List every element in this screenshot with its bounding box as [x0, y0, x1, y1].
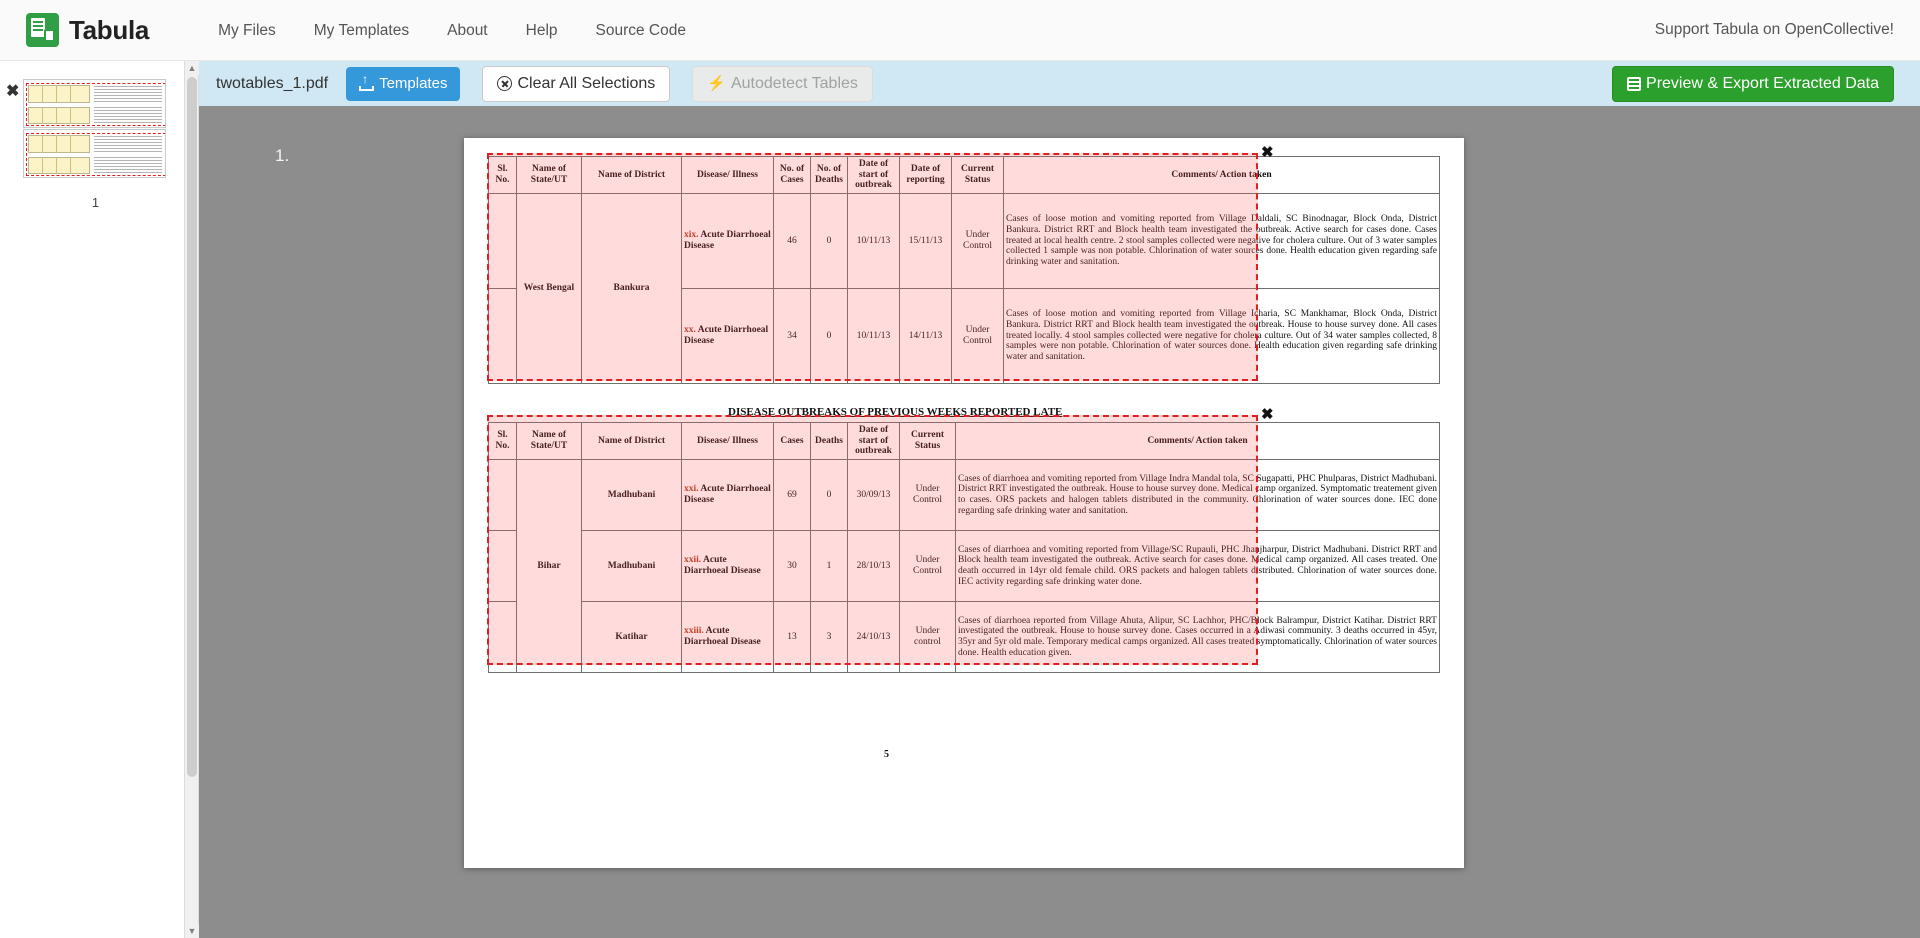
cell-comments: Cases of diarrhoea and vomiting reported from Village/SC Rupauli, PHC Jhanjharpur, District Madhubani. District RRT and Block health team investigated the outbreak. Active search for cases done. Medical camp organized. All cases treated. One death occurred in 14yr old female child. ORS packets and halogen tablets distributed. Chlorination of water sources done. IEC activity regarding safe drinking water done.	[956, 530, 1440, 601]
cell-start-date: 24/10/13	[848, 601, 900, 672]
document-toolbar	[199, 61, 1920, 106]
disease-name: Acute Diarrhoeal Disease	[684, 484, 771, 505]
th-district: Name of District	[582, 423, 682, 460]
cell-district: Madhubani	[582, 459, 682, 530]
scroll-up-icon[interactable]: ▲	[185, 61, 199, 75]
cell-comments: Cases of loose motion and vomiting reported from Village Icharia, SC Mankhamar, Block Onda, District Bankura. District RRT and Block health team investigated the outbreak. House to house survey done. All cases treated locally. 4 stool samples collected were negative for cholera culture. Out of 34 water samples collected, 8 samples were non potable. Chlorination of water sources done. Health education given regarding safe drinking water and sanitation.	[1004, 288, 1440, 383]
autodetect-button-label: Autodetect Tables	[730, 74, 858, 92]
top-navbar	[0, 0, 1920, 61]
cell-deaths: 0	[811, 459, 848, 530]
file-name-label: twotables_1.pdf	[216, 74, 329, 92]
th-deaths: Deaths	[811, 423, 848, 460]
clear-icon	[497, 76, 512, 91]
pdf-page[interactable]	[464, 138, 1464, 868]
nav-link-about[interactable]: About	[447, 21, 488, 39]
cell-deaths: 0	[811, 288, 848, 383]
cell-deaths: 1	[811, 530, 848, 601]
nav-link-source-code[interactable]: Source Code	[595, 21, 686, 39]
selection-2-close-icon[interactable]: ✖	[1261, 406, 1274, 423]
th-disease: Disease/ Illness	[682, 157, 774, 194]
th-district: Name of District	[582, 157, 682, 194]
page-footer-number: 5	[884, 749, 889, 760]
table-selection-2[interactable]	[487, 415, 1258, 665]
clear-button-label: Clear All Selections	[517, 74, 656, 92]
th-cases: Cases	[774, 423, 811, 460]
th-cases: No. of Cases	[774, 157, 811, 194]
th-start-date: Date of start of outbreak	[848, 157, 900, 194]
preview-export-button[interactable]	[1612, 66, 1894, 102]
th-start-date: Date of start of outbreak	[848, 423, 900, 460]
cell-report-date: 15/11/13	[900, 193, 952, 288]
table-selection-1[interactable]	[487, 153, 1258, 381]
bolt-icon: ⚡	[707, 75, 726, 92]
cell-status: Under control	[900, 601, 956, 672]
brand-name: Tabula	[69, 14, 150, 45]
cell-report-date: 14/11/13	[900, 288, 952, 383]
cell-district: Madhubani	[582, 530, 682, 601]
page-thumbnail-sidebar	[0, 61, 199, 938]
disease-name: Acute Diarrhoeal Disease	[684, 230, 771, 251]
page-thumbnail-top[interactable]	[23, 79, 166, 128]
cell-deaths: 3	[811, 601, 848, 672]
table-export-icon	[1627, 77, 1641, 91]
pdf-viewer[interactable]	[199, 106, 1920, 938]
cell-cases: 69	[774, 459, 811, 530]
clear-all-selections-button[interactable]	[482, 66, 670, 102]
scrollbar-thumb[interactable]	[187, 77, 197, 777]
th-sl-no: Sl. No.	[489, 423, 517, 460]
cell-status: Under Control	[900, 530, 956, 601]
cell-district: Bankura	[582, 193, 682, 383]
th-deaths: No. of Deaths	[811, 157, 848, 194]
cell-start-date: 10/11/13	[848, 288, 900, 383]
roman-index: xxiii.	[684, 626, 704, 637]
th-status: Current Status	[900, 423, 956, 460]
nav-link-my-files[interactable]: My Files	[218, 21, 276, 39]
scroll-down-icon[interactable]: ▼	[185, 924, 199, 938]
cell-comments: Cases of diarrhoea and vomiting reported from Village Indra Mandal tola, SC Sugapatti, PHC Phulparas, District Madhubani. District RRT investigated the outbreak. House to house survey done. Medical camp organized. Symptomatic treatement given to cases. ORS packets and halogen tablets distributed in the community. Chlorination of water sources done. IEC done regarding safe drinking water and sanitation.	[956, 459, 1440, 530]
th-state: Name of State/UT	[517, 157, 582, 194]
cell-status: Under Control	[900, 459, 956, 530]
cell-cases: 13	[774, 601, 811, 672]
tabula-logo-icon	[26, 13, 59, 47]
cell-cases: 34	[774, 288, 811, 383]
cell-state: Bihar	[517, 459, 582, 672]
th-state: Name of State/UT	[517, 423, 582, 460]
nav-link-my-templates[interactable]: My Templates	[313, 21, 410, 39]
table2-title: DISEASE OUTBREAKS OF PREVIOUS WEEKS REPORTED LATE	[728, 406, 1063, 418]
thumbnail-page-label: 1	[91, 195, 100, 210]
cell-cases: 46	[774, 193, 811, 288]
disease-name: Acute Diarrhoeal Disease	[684, 555, 761, 576]
roman-index: xxii.	[684, 555, 702, 566]
autodetect-tables-button[interactable]	[692, 66, 873, 102]
roman-index: xx.	[684, 325, 696, 336]
cell-status: Under Control	[952, 193, 1004, 288]
cell-state: West Bengal	[517, 193, 582, 383]
sidebar-scrollbar[interactable]	[184, 61, 198, 938]
cell-district: Katihar	[582, 601, 682, 672]
th-sl-no: Sl. No.	[489, 157, 517, 194]
th-comments: Comments/ Action taken	[1004, 157, 1440, 194]
roman-index: xix.	[684, 230, 699, 241]
nav-link-help[interactable]: Help	[525, 21, 558, 39]
nav-links	[199, 0, 705, 61]
selection-1-close-icon[interactable]: ✖	[1261, 144, 1274, 161]
cell-start-date: 28/10/13	[848, 530, 900, 601]
cell-cases: 30	[774, 530, 811, 601]
cell-comments: Cases of loose motion and vomiting reported from Village Daldali, SC Binodnagar, Block Onda, District Bankura. District RRT and Block health team investigated the outbreak. Active search for cases done. Cases treated at local health centre. 2 stool samples collected were negative for cholera culture. Out of 3 water samples collected 1 sample was non potable. Chlorination of water sources done. Health education given regarding safe drinking water and sanitation.	[1004, 193, 1440, 288]
thumbnail-list	[23, 79, 168, 210]
templates-button-label: Templates	[379, 75, 448, 92]
page-thumbnail-bottom[interactable]	[23, 129, 166, 178]
support-link[interactable]: Support Tabula on OpenCollective!	[1654, 21, 1894, 38]
sidebar-close-icon[interactable]: ✖	[6, 83, 20, 100]
cell-comments: Cases of diarrhoea reported from Village Ahuta, Alipur, SC Lachhor, PHC/Block Balrampur, District Katihar. District RRT investigated the outbreak. House to house survey done. Cases occurred in a Adiwasi community. 3 deaths occurred in 45yr, 35yr and 5yr old male. Temporary medical camps organized. All cases treated symptomatically. Chlorination of water sources done. Health education given.	[956, 601, 1440, 672]
th-comments: Comments/ Action taken	[956, 423, 1440, 460]
upload-template-icon	[359, 77, 374, 91]
th-status: Current Status	[952, 157, 1004, 194]
brand[interactable]	[26, 13, 149, 47]
th-disease: Disease/ Illness	[682, 423, 774, 460]
preview-button-label: Preview & Export Extracted Data	[1646, 74, 1879, 92]
selection-index-label: 1.	[275, 146, 290, 165]
disease-name: Acute Diarrhoeal Disease	[684, 626, 761, 647]
templates-button[interactable]	[346, 67, 460, 101]
cell-status: Under Control	[952, 288, 1004, 383]
cell-deaths: 0	[811, 193, 848, 288]
cell-start-date: 30/09/13	[848, 459, 900, 530]
th-report-date: Date of reporting	[900, 157, 952, 194]
roman-index: xxi.	[684, 484, 699, 495]
cell-start-date: 10/11/13	[848, 193, 900, 288]
disease-name: Acute Diarrhoeal Disease	[684, 325, 769, 346]
